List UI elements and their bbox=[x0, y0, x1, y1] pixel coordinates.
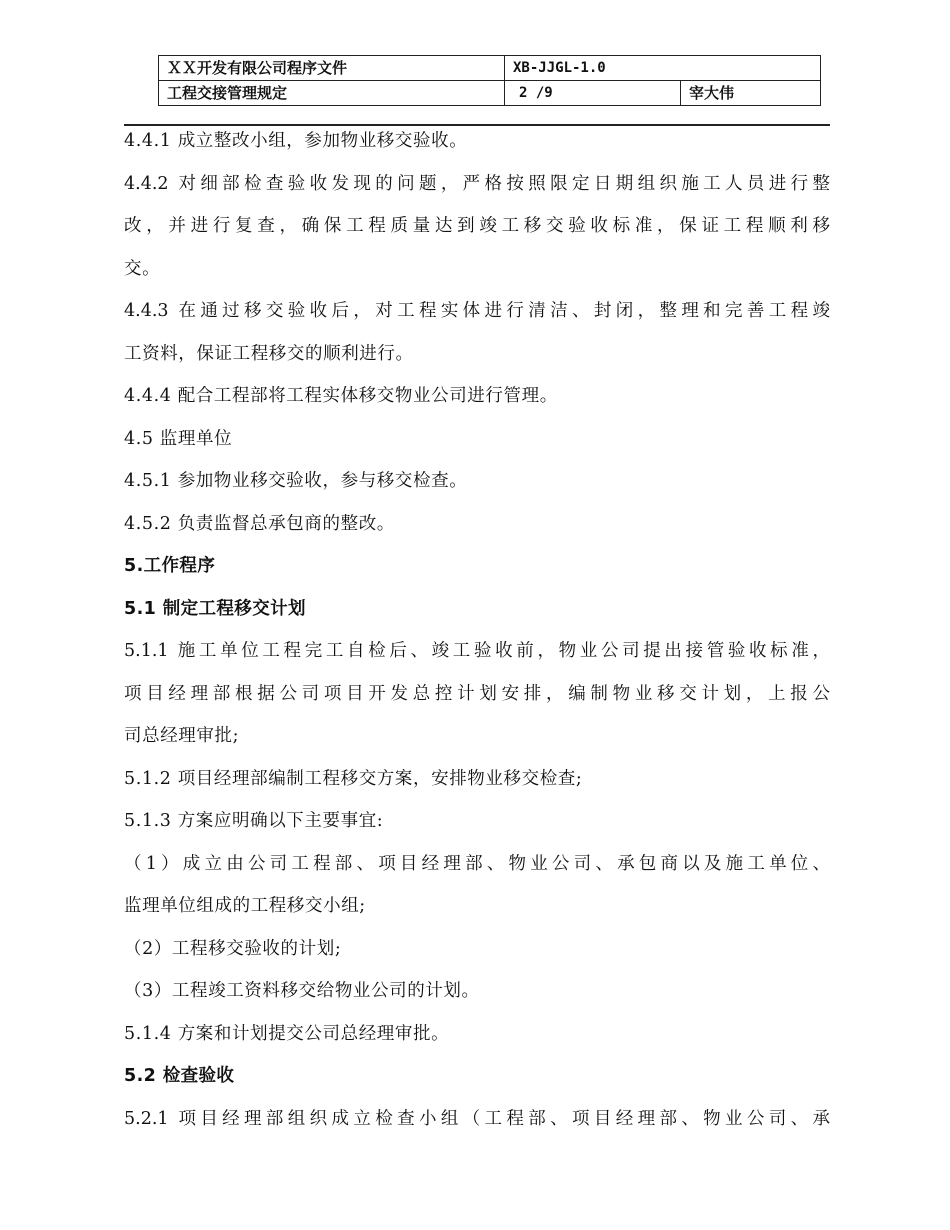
body-text-line: 4.5 监理单位 bbox=[124, 428, 233, 449]
body-text-line: 交。 bbox=[124, 258, 161, 279]
body-text-line: （3）工程竣工资料移交给物业公司的计划。 bbox=[124, 981, 480, 1001]
document-header-table bbox=[158, 55, 821, 106]
body-text-line: 5.1.4 方案和计划提交公司总经理审批。 bbox=[124, 1023, 450, 1044]
body-text-line: 5.1.3 方案应明确以下主要事宜: bbox=[124, 811, 384, 831]
body-text-line: 4.4.2 对细部检查验收发现的问题，严格按照限定日期组织施工人员进行整 bbox=[124, 173, 830, 194]
body-text-line: 项目经理部根据公司项目开发总控计划安排，编制物业移交计划，上报公 bbox=[124, 683, 830, 704]
body-text-line: 4.5.1 参加物业移交验收，参与移交检查。 bbox=[124, 471, 468, 491]
body-text-line: 4.5.2 负责监督总承包商的整改。 bbox=[124, 513, 395, 534]
body-text-line: 5.1.2 项目经理部编制工程移交方案，安排物业移交检查; bbox=[124, 768, 583, 789]
document-body bbox=[124, 120, 830, 1140]
body-text-line: 工资料，保证工程移交的顺利进行。 bbox=[124, 343, 414, 364]
section-heading: 5.1 制定工程移交计划 bbox=[124, 598, 306, 619]
body-text-line: 4.4.1 成立整改小组，参加物业移交验收。 bbox=[124, 131, 468, 151]
body-text-line: 4.4.3 在通过移交验收后，对工程实体进行清洁、封闭，整理和完善工程竣 bbox=[124, 301, 830, 321]
header-row-bottom bbox=[159, 81, 821, 106]
body-text-line: （1）成立由公司工程部、项目经理部、物业公司、承包商以及施工单位、 bbox=[124, 853, 830, 874]
section-heading: 5.2 检查验收 bbox=[124, 1066, 235, 1086]
body-text-line: 司总经理审批; bbox=[124, 726, 240, 746]
document-code: XB-JJGL-1.0 bbox=[505, 56, 821, 81]
document-title: 工程交接管理规定 bbox=[159, 81, 505, 106]
company-document-label: ＸＸ开发有限公司程序文件 bbox=[159, 56, 505, 81]
header-row-top bbox=[159, 56, 821, 81]
body-text-line: 改，并进行复查，确保工程质量达到竣工移交验收标准，保证工程顺利移 bbox=[124, 216, 830, 236]
document-author: 宰大伟 bbox=[681, 81, 821, 106]
body-text-line: 5.2.1 项目经理部组织成立检查小组（工程部、项目经理部、物业公司、承 bbox=[124, 1108, 830, 1129]
section-heading: 5.工作程序 bbox=[124, 556, 216, 576]
body-text-line: 5.1.1 施工单位工程完工自检后、竣工验收前，物业公司提出接管验收标准， bbox=[124, 641, 830, 661]
body-text-line: 4.4.4 配合工程部将工程实体移交物业公司进行管理。 bbox=[124, 386, 558, 406]
body-text-line: 监理单位组成的工程移交小组; bbox=[124, 896, 366, 916]
page-number: 2 /9 bbox=[505, 81, 681, 106]
body-text-line: （2）工程移交验收的计划; bbox=[124, 938, 342, 959]
